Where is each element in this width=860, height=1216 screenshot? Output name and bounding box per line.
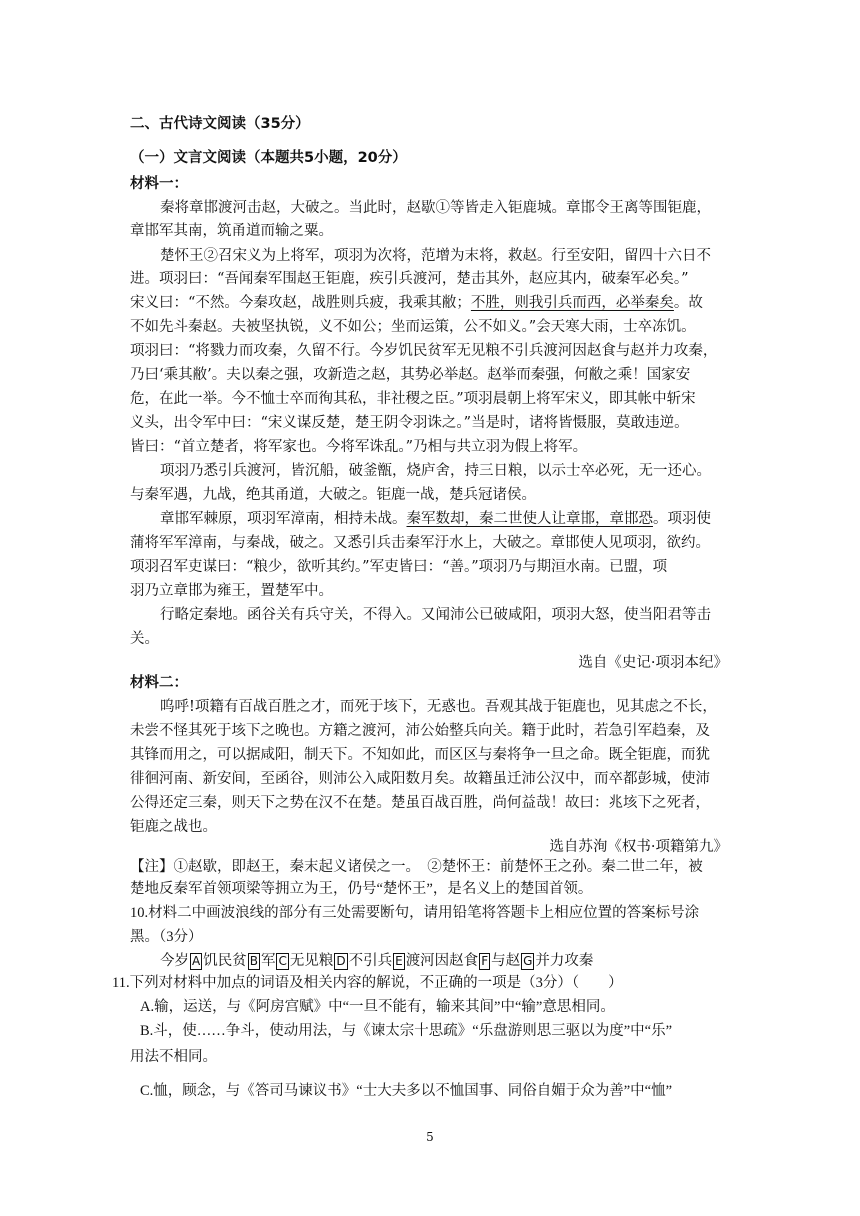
paragraph-line: 宋义曰：“不然。今秦攻赵，战胜则兵疲，我乘其敝；不胜，则我引兵而西，必举秦矣。故 bbox=[130, 295, 703, 311]
paragraph-line: 不如先斗秦赵。夫被坚执锐，义不如公；坐而运策，公不如义。”会天寒大雨，士卒冻饥。 bbox=[130, 319, 696, 335]
option-b-cont: 用法不相同。 bbox=[130, 1049, 217, 1065]
break-box-b[interactable]: B bbox=[249, 954, 258, 968]
material1-source: 选自《史记·项羽本纪》 bbox=[578, 655, 728, 671]
material2-source: 选自苏洵《权书·项籍第九》 bbox=[549, 839, 728, 855]
question-10-stem: 黑。（3分） bbox=[130, 929, 203, 945]
paragraph-line: 公得还定三秦，则天下之势在汉不在楚。楚虽百战百胜，尚何益哉！故曰：兆垓下之死者， bbox=[130, 795, 710, 811]
question-10-stem: 10.材料二中画波浪线的部分有三处需要断句，请用铅笔将答题卡上相应位置的答案标号涂 bbox=[130, 905, 700, 921]
paragraph-line: 秦将章邯渡河击赵，大破之。当此时，赵歇①等皆走入钜鹿城。章邯令王离等围钜鹿， bbox=[160, 200, 711, 216]
underlined-sentence: 不胜，则我引兵而西，必举秦矣 bbox=[470, 295, 674, 311]
option-b: B.斗，使……争斗，使动用法，与《谏太宗十思疏》“乐盘游则思三驱以为度”中“乐” bbox=[140, 1023, 673, 1039]
notes-line: 【注】①赵歇，即赵王，秦末起义诸侯之一。 ②楚怀王：前楚怀王之孙。秦二世二年，被 bbox=[130, 859, 703, 875]
notes-line: 楚地反秦军首领项梁等拥立为王，仍号“楚怀王”，是名义上的楚国首领。 bbox=[130, 881, 593, 897]
paragraph-line: 危，在此一举。今不恤士卒而徇其私，非社稷之臣。”项羽晨朝上将军宋义，即其帐中斩宋 bbox=[130, 391, 696, 407]
section-title: 二、古代诗文阅读（35分） bbox=[130, 116, 310, 132]
option-a: A.输，运送，与《阿房宫赋》中“一旦不能有，输来其间”中“输”意思相同。 bbox=[140, 999, 615, 1015]
paragraph-line: 未尝不怪其死于垓下之晚也。方籍之渡河，沛公始整兵向关。籍于此时，若急引军趋秦，及 bbox=[130, 723, 710, 739]
paragraph-line: 项羽乃悉引兵渡河，皆沉船，破釜甑，烧庐舍，持三日粮，以示士卒必死，无一还心。 bbox=[160, 463, 711, 479]
paragraph-line: 义头，出令军中曰：“宋义谋反楚，楚王阴令羽诛之。”当是时，诸将皆慑服，莫敢违逆。 bbox=[130, 415, 689, 431]
question-11-stem: 11.下列对材料中加点的词语及相关内容的解说，不正确的一项是（3分）（ ） bbox=[112, 975, 623, 991]
break-box-c[interactable]: C bbox=[278, 954, 287, 968]
material2-heading: 材料二： bbox=[130, 675, 188, 691]
paragraph-line: 章邯军棘原，项羽军漳南，相持未战。秦军数却，秦二世使人让章邯，章邯恐。项羽使 bbox=[160, 511, 711, 527]
break-box-g[interactable]: G bbox=[523, 954, 533, 968]
underlined-sentence: 秦军数却，秦二世使人让章邯，章邯恐 bbox=[406, 511, 653, 527]
material1-heading: 材料一： bbox=[130, 176, 188, 192]
paragraph-line: 徘徊河南、新安间，至函谷，则沛公入咸阳数月矣。故籍虽迁沛公汉中，而卒都彭城，使沛 bbox=[130, 771, 710, 787]
page-number: 5 bbox=[426, 1130, 434, 1144]
paragraph-line: 行略定秦地。函谷关有兵守关，不得入。又闻沛公已破咸阳，项羽大怒，使当阳君等击 bbox=[160, 607, 711, 623]
paragraph-line: 乃曰‘乘其敝’。夫以秦之强，攻新造之赵，其势必举赵。赵举而秦强，何敝之乘！国家安 bbox=[130, 367, 691, 383]
paragraph-line: 项羽召军吏谋曰：“粮少，欲听其约。”军吏皆曰：“善。”项羽乃与期洹水南。已盟，项 bbox=[130, 559, 668, 575]
paragraph-line: 呜呼!项籍有百战百胜之才，而死于垓下，无惑也。吾观其战于钜鹿也，见其虑之不长， bbox=[160, 699, 717, 715]
sentence-break-options: 今岁 A 饥民贫 B 军 C 无见粮 D 不引兵 E 渡河因赵食 F 与赵 G 并力攻秦 bbox=[160, 953, 594, 969]
paragraph-line: 楚怀王②召宋义为上将军，项羽为次将，范增为末将，救赵。行至安阳，留四十六日不 bbox=[160, 248, 711, 264]
paragraph-line: 进。项羽曰：“吾闻秦军围赵王钜鹿，疾引兵渡河，楚击其外，赵应其内，破秦军必矣。” bbox=[130, 271, 689, 287]
break-box-e[interactable]: E bbox=[395, 954, 403, 968]
paragraph-line: 章邯军其南，筑甬道而输之粟。 bbox=[130, 223, 333, 239]
option-c: C.恤，顾念，与《答司马谏议书》“士大夫多以不恤国事、同俗自媚于众为善”中“恤” bbox=[140, 1083, 673, 1099]
paragraph-line: 其锋而用之，可以据咸阳，制天下。不知如此，而区区与秦将争一旦之命。既全钜鹿，而犹 bbox=[130, 747, 710, 763]
break-box-d[interactable]: D bbox=[336, 954, 346, 968]
paragraph-line: 项羽曰：“将戮力而攻秦，久留不行。今岁饥民贫军无见粮不引兵渡河因赵食与赵并力攻秦， bbox=[130, 343, 718, 359]
paragraph-line: 蒲将军军漳南，与秦战，破之。又悉引兵击秦军汙水上，大破之。章邯使人见项羽，欲约。 bbox=[130, 535, 710, 551]
paragraph-line: 皆曰：“首立楚者，将军家也。今将军诛乱。”乃相与共立羽为假上将军。 bbox=[130, 439, 588, 455]
paragraph-line: 羽乃立章邯为雍王，置楚军中。 bbox=[130, 583, 333, 599]
paragraph-line: 与秦军遇，九战，绝其甬道，大破之。钜鹿一战，楚兵冠诸侯。 bbox=[130, 487, 536, 503]
paragraph-line: 钜鹿之战也。 bbox=[130, 819, 217, 835]
subsection-title: （一）文言文阅读（本题共5小题，20分） bbox=[130, 150, 407, 166]
break-box-a[interactable]: A bbox=[192, 954, 201, 968]
break-box-f[interactable]: F bbox=[481, 954, 489, 968]
paragraph-line: 关。 bbox=[130, 631, 159, 647]
